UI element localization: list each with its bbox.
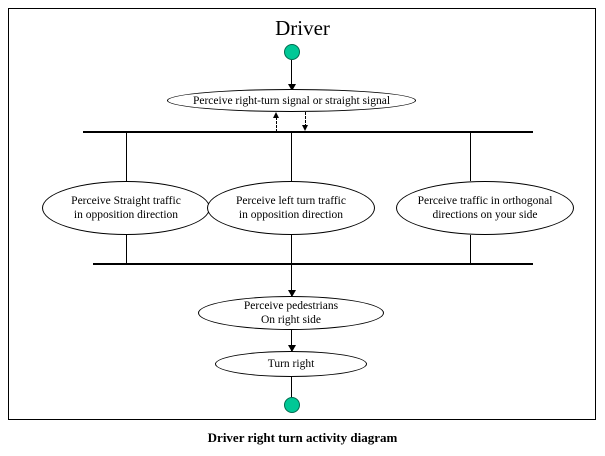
edge-fork-to-leftturn — [291, 133, 292, 181]
activity-perceive-straight-traffic-label: Perceive Straight traffic in opposition direction — [71, 195, 181, 221]
end-node — [284, 397, 300, 413]
activity-perceive-left-turn-traffic[interactable] — [207, 181, 375, 235]
activity-turn-right[interactable] — [215, 351, 367, 377]
arrowhead-feedback-up — [273, 112, 279, 118]
activity-perceive-left-turn-traffic-label: Perceive left turn traffic in opposition direction — [236, 195, 346, 221]
activity-perceive-straight-traffic[interactable] — [42, 181, 210, 235]
activity-perceive-pedestrians[interactable] — [198, 296, 384, 330]
edge-straight-to-join — [126, 235, 127, 263]
edge-fork-to-straight — [126, 133, 127, 181]
edge-leftturn-to-join — [291, 235, 292, 263]
edge-orthogonal-to-join — [470, 235, 471, 263]
activity-perceive-signal[interactable] — [167, 89, 416, 112]
activity-turn-right-label: Turn right — [267, 358, 315, 370]
start-node — [284, 44, 300, 60]
join-bar — [93, 263, 533, 265]
diagram-caption: Driver right turn activity diagram — [207, 430, 398, 445]
fork-bar — [83, 131, 533, 133]
activity-perceive-signal-label: Perceive right-turn signal or straight signal — [192, 94, 391, 107]
page-title: Driver — [275, 16, 330, 40]
edge-turn-to-end — [291, 377, 292, 398]
edge-fork-to-orthogonal — [470, 133, 471, 181]
activity-perceive-orthogonal-traffic-label: Perceive traffic in orthogonal directions on your side — [417, 195, 553, 221]
activity-perceive-orthogonal-traffic[interactable] — [396, 181, 574, 235]
edge-feedback-up — [276, 117, 277, 132]
activity-perceive-pedestrians-label: Perceive pedestrians On right side — [243, 300, 339, 326]
